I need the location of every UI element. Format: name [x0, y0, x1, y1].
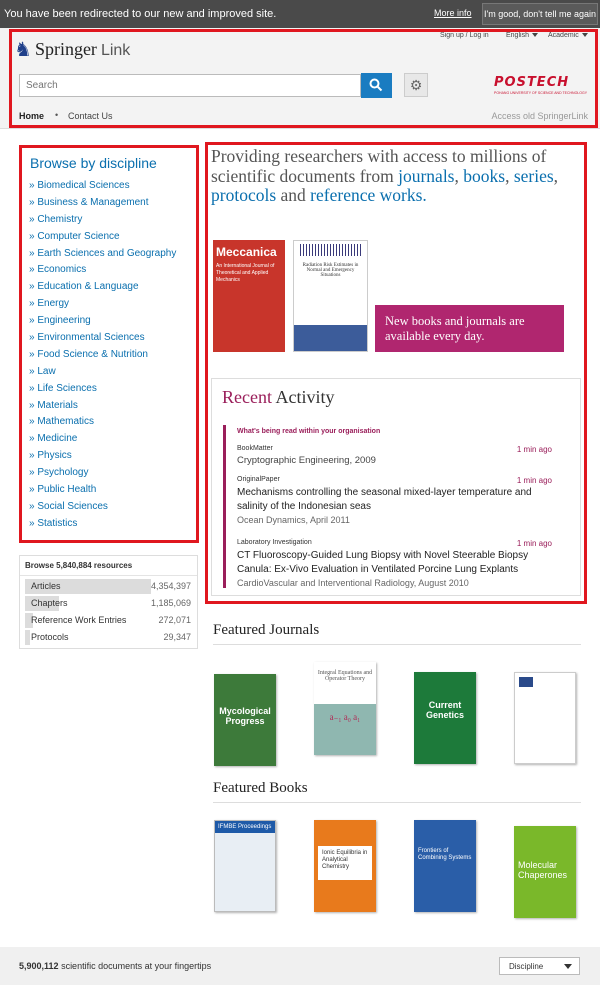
discipline-link[interactable]: » Food Science & Nutrition: [29, 348, 148, 360]
journal-cover-current-genetics[interactable]: Current Genetics: [414, 672, 476, 764]
discipline-link[interactable]: » Energy: [29, 298, 70, 310]
springerlink-logo[interactable]: [14, 36, 130, 62]
nav-contact-link[interactable]: Contact Us: [68, 111, 113, 121]
math-symbols-graphic: a₋₁ a₀ a₁: [329, 712, 361, 722]
resources-heading: Browse 5,840,884 resources: [20, 556, 197, 576]
discipline-select[interactable]: Discipline: [499, 957, 580, 975]
book-cover-ifmbe-proceedings[interactable]: IFMBE Proceedings: [214, 820, 276, 912]
discipline-link[interactable]: » Life Sciences: [29, 382, 97, 394]
resources-summary: [19, 555, 198, 649]
document-count: 5,900,112 scientific documents at your fingertips: [19, 961, 212, 971]
chevron-down-icon: [582, 33, 588, 37]
chevron-down-icon: [564, 964, 572, 969]
journal-logo-icon: [519, 677, 533, 687]
nav-home-link[interactable]: Home: [19, 111, 45, 121]
discipline-link[interactable]: » Mathematics: [29, 416, 95, 428]
barcode-graphic: [300, 244, 361, 256]
logo-word-link: Link: [100, 41, 131, 59]
logo-word-springer: Springer: [34, 38, 97, 59]
search-button[interactable]: [361, 73, 392, 98]
discipline-list: [29, 180, 176, 535]
book-cover-frontiers-combining-systems[interactable]: Frontiers of Combining Systems: [414, 820, 476, 912]
cover-radiation-risk[interactable]: Radiation Risk Estimates in Normal and Emergency Situations: [293, 240, 368, 352]
recent-activity-panel: [211, 378, 581, 596]
featured-books-heading: Featured Books: [213, 780, 308, 796]
discipline-link[interactable]: » Public Health: [29, 484, 97, 496]
journal-cover-integral-equations[interactable]: Integral Equations and Operator Theory a₋₁ a₀ a₁: [314, 662, 376, 755]
search-input[interactable]: [20, 75, 360, 96]
activity-item[interactable]: Laboratory Investigation 1 min ago CT Fluoroscopy-Guided Lung Biopsy with Novel Steerable Biopsy Canula: Ex-Vivo Evaluation in Ventilated Porcine Lung Explants CardioVascular and Interventional Radiology, August 2010: [237, 539, 552, 588]
series-link[interactable]: series: [513, 165, 554, 186]
institution-subtitle: POHANG UNIVERSITY OF SCIENCE AND TECHNOLOGY: [494, 91, 588, 95]
journal-cover-white[interactable]: [514, 672, 576, 764]
nav-separator: •: [55, 110, 59, 120]
institution-logo: [494, 75, 590, 95]
discipline-link[interactable]: » Law: [29, 365, 56, 377]
institution-name: POSTECH: [494, 75, 570, 90]
discipline-link[interactable]: » Biomedical Sciences: [29, 180, 130, 191]
recent-activity-heading: Recent Activity: [222, 387, 335, 407]
discipline-link[interactable]: » Medicine: [29, 433, 78, 445]
divider: [213, 644, 581, 645]
discipline-link[interactable]: » Economics: [29, 264, 87, 276]
journals-link[interactable]: journals: [398, 165, 455, 186]
discipline-link[interactable]: » Materials: [29, 399, 78, 411]
discipline-heading: Browse by discipline: [30, 155, 157, 171]
reference-works-link[interactable]: reference works.: [310, 185, 427, 205]
resource-row-reference-work-entries[interactable]: Reference Work Entries 272,071: [25, 612, 193, 629]
academic-dropdown[interactable]: Academic: [548, 32, 588, 39]
discipline-link[interactable]: » Earth Sciences and Geography: [29, 247, 177, 259]
activity-item[interactable]: BookMatter 1 min ago Cryptographic Engineering, 2009: [237, 445, 552, 466]
protocols-link[interactable]: protocols: [211, 185, 277, 205]
discipline-link[interactable]: » Environmental Sciences: [29, 332, 145, 344]
discipline-link[interactable]: » Social Sciences: [29, 500, 108, 512]
recent-accent-bar: [223, 425, 226, 588]
sub-navigation: [0, 107, 600, 129]
springer-horse-icon: ♞: [14, 38, 32, 61]
discipline-link[interactable]: » Psychology: [29, 467, 89, 479]
signup-login-link[interactable]: Sign up / Log in: [440, 32, 489, 39]
redirect-bar: [0, 0, 600, 28]
site-footer: [0, 947, 600, 985]
discipline-link[interactable]: » Engineering: [29, 315, 91, 327]
discipline-link[interactable]: » Business & Management: [29, 196, 149, 208]
access-old-springerlink-link[interactable]: Access old SpringerLink: [491, 111, 588, 121]
resource-row-articles[interactable]: Articles 4,354,397: [25, 578, 193, 595]
search-options-gear-icon[interactable]: ⚙: [404, 73, 428, 97]
featured-journals-heading: Featured Journals: [213, 622, 320, 638]
chevron-down-icon: [532, 33, 538, 37]
discipline-link[interactable]: » Chemistry: [29, 213, 83, 225]
activity-item[interactable]: OriginalPaper 1 min ago Mechanisms controlling the seasonal mixed-layer temperature and salinity of the Indonesian seas Ocean Dynamics, April 2011: [237, 476, 552, 525]
book-cover-ionic-equilibria[interactable]: Ionic Equilibria in Analytical Chemistry: [314, 820, 376, 912]
search-box: [19, 74, 361, 97]
site-header: [0, 28, 600, 129]
cover-meccanica[interactable]: Meccanica An International Journal of Theoretical and Applied Mechanics: [213, 240, 285, 352]
resource-bar: [25, 630, 30, 645]
recent-subtitle: What's being read within your organisation: [237, 428, 381, 435]
more-info-link[interactable]: More info: [434, 8, 472, 18]
books-link[interactable]: books: [463, 165, 506, 186]
discipline-link[interactable]: » Statistics: [29, 517, 78, 529]
divider: [213, 802, 581, 803]
dismiss-redirect-button[interactable]: I'm good, don't tell me again: [482, 3, 598, 25]
book-cover-molecular-chaperones[interactable]: Molecular Chaperones: [514, 826, 576, 918]
redirect-message: You have been redirected to our new and improved site.: [4, 8, 277, 20]
search-icon: [369, 78, 383, 92]
language-dropdown[interactable]: English: [506, 32, 538, 39]
discipline-link[interactable]: » Education & Language: [29, 281, 139, 293]
discipline-link[interactable]: » Computer Science: [29, 230, 120, 242]
new-content-banner[interactable]: New books and journals are available every day.: [375, 305, 564, 352]
resource-row-protocols[interactable]: Protocols 29,347: [25, 629, 193, 646]
discipline-link[interactable]: » Physics: [29, 450, 72, 462]
resource-row-chapters[interactable]: Chapters 1,185,069: [25, 595, 193, 612]
journal-cover-mycological-progress[interactable]: Mycological Progress: [214, 674, 276, 766]
promo-tagline: Providing researchers with access to millions of scientific documents from journals, books, series, protocols and reference works.: [211, 146, 559, 205]
